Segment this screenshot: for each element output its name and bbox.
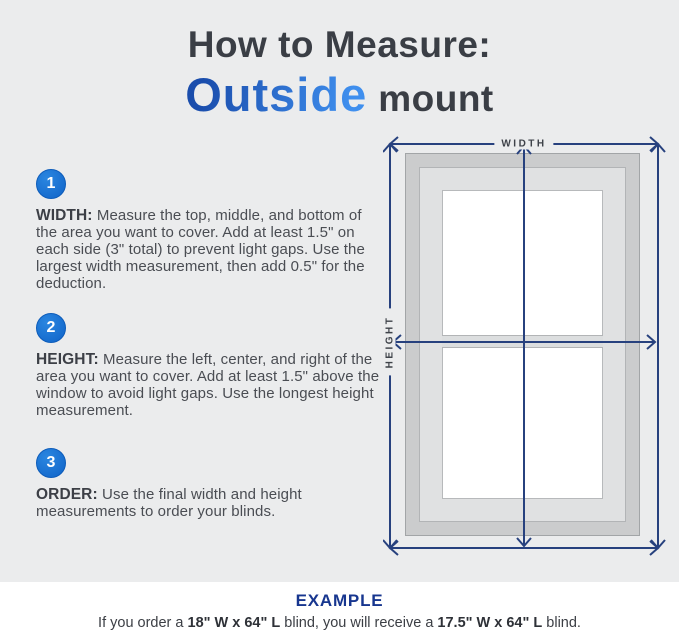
step-height: [36, 313, 380, 419]
step-2-badge: 2: [36, 313, 66, 343]
step-3-label: ORDER:: [36, 486, 98, 503]
step-2-text: [36, 351, 380, 419]
page-title: [0, 24, 679, 122]
example-received-size: 17.5" W x 64" L: [437, 615, 543, 631]
step-order: [36, 448, 380, 520]
step-1-text: [36, 207, 380, 292]
step-1-body: Measure the top, middle, and bottom of the area you want to cover. Add at least 1.5" on each side (3" total) to prevent light gaps. Use the largest width measurement, then add 0.5" for the deduction.: [36, 207, 365, 292]
step-3-text: [36, 486, 380, 520]
width-dimension-label: WIDTH: [494, 139, 553, 150]
example-mid: blind, you will receive a: [280, 615, 438, 631]
step-width: [36, 169, 380, 292]
step-1-badge: 1: [36, 169, 66, 199]
example-footer: [0, 582, 679, 644]
example-post: blind.: [542, 615, 581, 631]
step-2-body: Measure the left, center, and right of the area you want to cover. Add at least 1.5" above the window to avoid light gaps. Use the longest height measurement.: [36, 351, 380, 419]
example-pre: If you order a: [98, 615, 188, 631]
example-ordered-size: 18" W x 64" L: [187, 615, 281, 631]
title-line2: [0, 67, 679, 122]
step-1-label: WIDTH:: [36, 207, 93, 224]
title-highlight: Outside: [185, 68, 368, 121]
example-heading: EXAMPLE: [295, 591, 384, 610]
step-2-label: HEIGHT:: [36, 351, 99, 368]
title-suffix: mount: [378, 78, 494, 119]
step-3-badge: 3: [36, 448, 66, 478]
step-3-body: Use the final width and height measurements to order your blinds.: [36, 486, 302, 520]
measurement-arrows: [383, 133, 675, 573]
title-line1: How to Measure:: [187, 24, 492, 65]
example-text: [0, 615, 679, 631]
window-diagram: [383, 133, 675, 573]
height-dimension-label: HEIGHT: [385, 309, 396, 376]
